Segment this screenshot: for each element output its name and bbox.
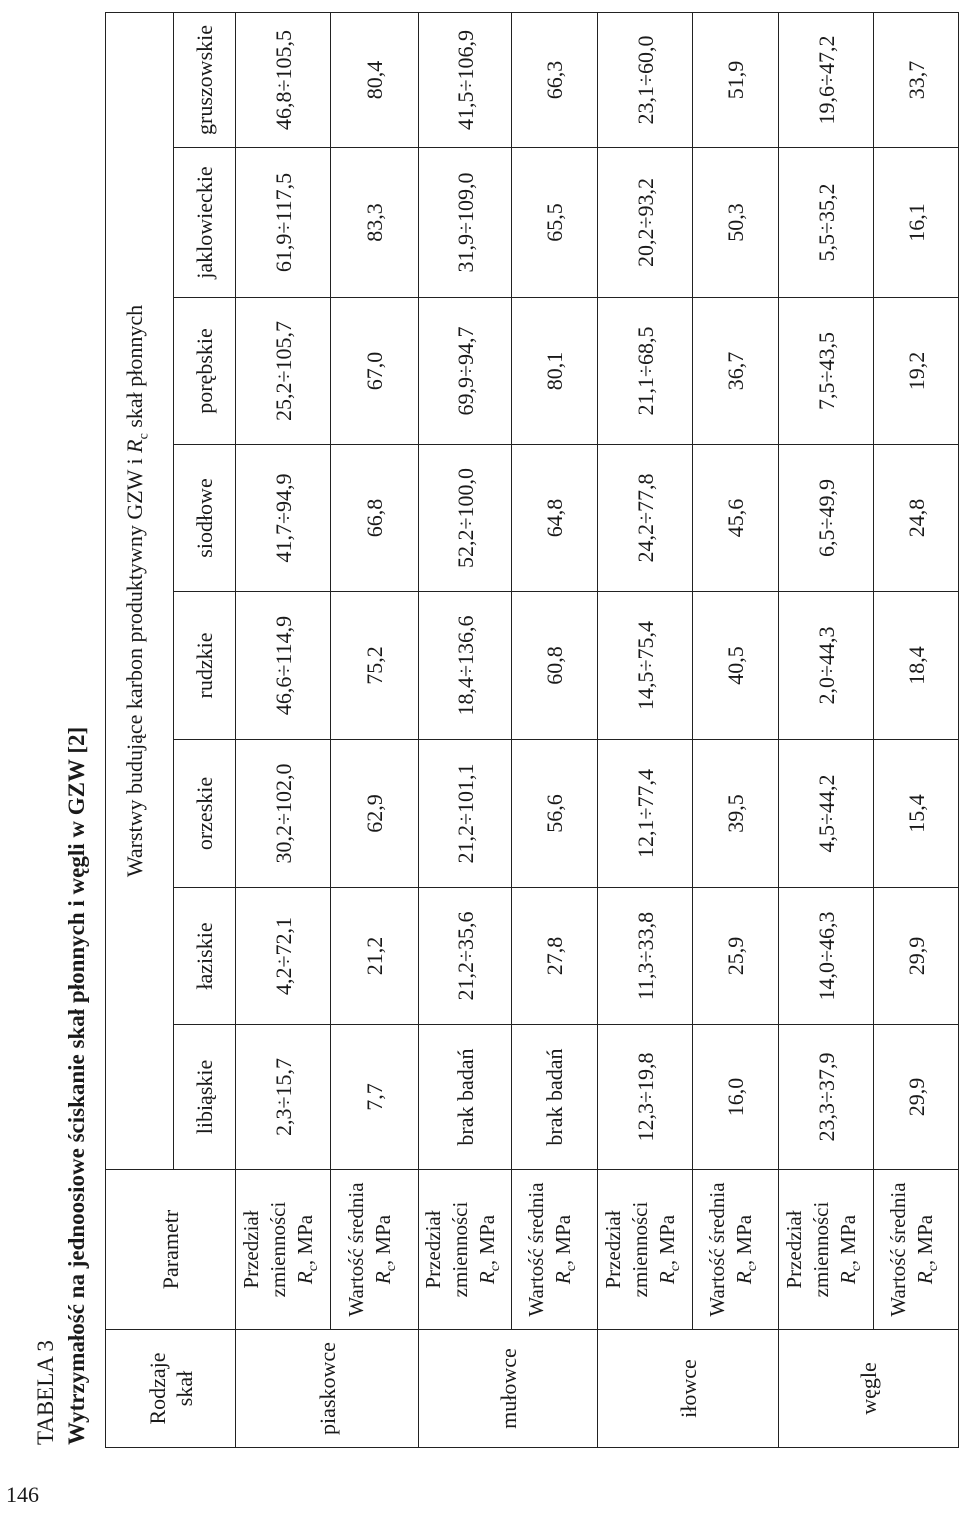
value-cell: 51,9 xyxy=(693,12,779,147)
column-header-1: libiąskie xyxy=(174,1025,236,1170)
value-cell: 30,2÷102,0 xyxy=(236,740,331,888)
header-rc-subscript: c xyxy=(136,433,152,440)
value-cell: 21,2÷35,6 xyxy=(419,888,512,1025)
value-cell: 2,0÷44,3 xyxy=(779,592,874,740)
param-unit: , MPa xyxy=(732,1214,757,1266)
table-row xyxy=(331,12,419,1447)
table-row xyxy=(598,12,693,1447)
value-cell: brak badań xyxy=(512,1025,598,1170)
table-title: Wytrzymałość na jednoosiowe ściskanie skał płonnych i węgli w GZW [2] xyxy=(64,726,89,1445)
param-rc-symbol: R xyxy=(912,1271,937,1285)
param-wartosc-srednia xyxy=(693,1170,779,1330)
value-cell: 25,9 xyxy=(693,888,779,1025)
value-cell: 21,2 xyxy=(331,888,419,1025)
value-cell: 69,9÷94,7 xyxy=(419,298,512,445)
rock-type-3: iłowce xyxy=(598,1330,779,1448)
value-cell: 27,8 xyxy=(512,888,598,1025)
strength-table xyxy=(105,12,959,1448)
value-cell: 24,2÷77,8 xyxy=(598,445,693,592)
value-cell: 23,1÷60,0 xyxy=(598,12,693,147)
param-line-wartosc-srednia: Wartość średnia xyxy=(885,1182,910,1317)
header-parametr: Parametr xyxy=(106,1170,236,1330)
param-line-wartosc-srednia: Wartość średnia xyxy=(705,1182,730,1317)
table-row xyxy=(874,12,959,1447)
value-cell: 33,7 xyxy=(874,12,959,147)
param-unit: , MPa xyxy=(836,1214,861,1266)
column-header-2: łaziskie xyxy=(174,888,236,1025)
rock-type-1: piaskowce xyxy=(236,1330,419,1448)
value-cell: 4,5÷44,2 xyxy=(779,740,874,888)
value-cell: 50,3 xyxy=(693,148,779,298)
param-wartosc-srednia xyxy=(512,1170,598,1330)
param-unit: , MPa xyxy=(655,1214,680,1266)
param-rc-subscript: c xyxy=(564,1265,580,1272)
param-rc-symbol: R xyxy=(836,1271,861,1285)
param-rc-subscript: c xyxy=(488,1265,504,1272)
column-header-8: gruszowskie xyxy=(174,12,236,147)
param-wartosc-srednia xyxy=(331,1170,419,1330)
value-cell: 4,2÷72,1 xyxy=(236,888,331,1025)
param-line-przedzial: Przedział xyxy=(782,1210,807,1289)
value-cell: 60,8 xyxy=(512,592,598,740)
header-row-1 xyxy=(106,12,174,1447)
value-cell: 14,0÷46,3 xyxy=(779,888,874,1025)
value-cell: 24,8 xyxy=(874,445,959,592)
param-line-przedzial: Przedział xyxy=(601,1210,626,1289)
value-cell: 21,1÷68,5 xyxy=(598,298,693,445)
param-rc-subscript: c xyxy=(926,1265,942,1272)
value-cell: 31,9÷109,0 xyxy=(419,148,512,298)
param-rc-symbol: R xyxy=(655,1271,680,1285)
value-cell: 7,5÷43,5 xyxy=(779,298,874,445)
value-cell: 41,7÷94,9 xyxy=(236,445,331,592)
value-cell: 23,3÷37,9 xyxy=(779,1025,874,1170)
value-cell: brak badań xyxy=(419,1025,512,1170)
table-caption xyxy=(30,727,92,1445)
param-unit: , MPa xyxy=(551,1214,576,1266)
param-line-wartosc-srednia: Wartość średnia xyxy=(344,1182,369,1317)
value-cell: 25,2÷105,7 xyxy=(236,298,331,445)
param-rc-symbol: R xyxy=(371,1271,396,1285)
param-wartosc-srednia xyxy=(874,1170,959,1330)
column-header-7: jaklowieckie xyxy=(174,148,236,298)
param-line-wartosc-srednia: Wartość średnia xyxy=(524,1182,549,1317)
value-cell: 12,3÷19,8 xyxy=(598,1025,693,1170)
value-cell: 21,2÷101,1 xyxy=(419,740,512,888)
param-unit: , MPa xyxy=(912,1214,937,1266)
value-cell: 75,2 xyxy=(331,592,419,740)
value-cell: 45,6 xyxy=(693,445,779,592)
value-cell: 7,7 xyxy=(331,1025,419,1170)
value-cell: 52,2÷100,0 xyxy=(419,445,512,592)
table-row xyxy=(236,12,331,1447)
header-rc-symbol: R xyxy=(122,439,148,453)
value-cell: 12,1÷77,4 xyxy=(598,740,693,888)
column-header-5: siodłowe xyxy=(174,445,236,592)
value-cell: 6,5÷49,9 xyxy=(779,445,874,592)
table-row xyxy=(419,12,512,1447)
rock-type-4: węgle xyxy=(779,1330,959,1448)
value-cell: 66,8 xyxy=(331,445,419,592)
value-cell: 29,9 xyxy=(874,888,959,1025)
value-cell: 61,9÷117,5 xyxy=(236,148,331,298)
header-rodzaje-skal: Rodzaje skał xyxy=(106,1330,236,1448)
value-cell: 80,4 xyxy=(331,12,419,147)
value-cell: 40,5 xyxy=(693,592,779,740)
header-warstwy-prefix: Warstwy budujące karbon produktywny GZW i xyxy=(122,452,148,878)
param-unit: , MPa xyxy=(371,1214,396,1266)
param-line-zmiennosci: zmienności xyxy=(809,1201,834,1298)
column-header-3: orzeskie xyxy=(174,740,236,888)
value-cell: 36,7 xyxy=(693,298,779,445)
value-cell: 5,5÷35,2 xyxy=(779,148,874,298)
table-row xyxy=(693,12,779,1447)
value-cell: 16,1 xyxy=(874,148,959,298)
param-przedzial-zmiennosci xyxy=(779,1170,874,1330)
param-przedzial-zmiennosci xyxy=(419,1170,512,1330)
table-row xyxy=(512,12,598,1447)
value-cell: 19,6÷47,2 xyxy=(779,12,874,147)
param-przedzial-zmiennosci xyxy=(236,1170,331,1330)
param-rc-subscript: c xyxy=(668,1265,684,1272)
param-rc-symbol: R xyxy=(551,1271,576,1285)
value-cell: 46,8÷105,5 xyxy=(236,12,331,147)
column-header-6: porębskie xyxy=(174,298,236,445)
param-rc-subscript: c xyxy=(384,1265,400,1272)
value-cell: 18,4÷136,6 xyxy=(419,592,512,740)
table-row xyxy=(779,12,874,1447)
value-cell: 19,2 xyxy=(874,298,959,445)
param-rc-symbol: R xyxy=(293,1271,318,1285)
value-cell: 20,2÷93,2 xyxy=(598,148,693,298)
param-line-zmiennosci: zmienności xyxy=(628,1201,653,1298)
value-cell: 56,6 xyxy=(512,740,598,888)
header-warstwy-suffix: skał płonnych xyxy=(122,304,148,434)
rock-type-2: mułowce xyxy=(419,1330,598,1448)
table-label: TABELA 3 xyxy=(33,1340,58,1445)
param-rc-symbol: R xyxy=(732,1271,757,1285)
value-cell: 18,4 xyxy=(874,592,959,740)
value-cell: 11,3÷33,8 xyxy=(598,888,693,1025)
value-cell: 64,8 xyxy=(512,445,598,592)
value-cell: 29,9 xyxy=(874,1025,959,1170)
value-cell: 65,5 xyxy=(512,148,598,298)
param-line-zmiennosci: zmienności xyxy=(448,1201,473,1298)
value-cell: 15,4 xyxy=(874,740,959,888)
param-line-przedzial: Przedział xyxy=(239,1210,264,1289)
column-header-4: rudzkie xyxy=(174,592,236,740)
param-rc-subscript: c xyxy=(849,1265,865,1272)
value-cell: 67,0 xyxy=(331,298,419,445)
param-unit: , MPa xyxy=(475,1214,500,1266)
param-line-zmiennosci: zmienności xyxy=(266,1201,291,1298)
value-cell: 16,0 xyxy=(693,1025,779,1170)
value-cell: 14,5÷75,4 xyxy=(598,592,693,740)
value-cell: 2,3÷15,7 xyxy=(236,1025,331,1170)
param-przedzial-zmiennosci xyxy=(598,1170,693,1330)
value-cell: 46,6÷114,9 xyxy=(236,592,331,740)
param-line-przedzial: Przedział xyxy=(421,1210,446,1289)
param-rc-subscript: c xyxy=(745,1265,761,1272)
value-cell: 39,5 xyxy=(693,740,779,888)
value-cell: 83,3 xyxy=(331,148,419,298)
table-body xyxy=(106,12,959,1447)
param-unit: , MPa xyxy=(293,1214,318,1266)
value-cell: 66,3 xyxy=(512,12,598,147)
value-cell: 80,1 xyxy=(512,298,598,445)
value-cell: 62,9 xyxy=(331,740,419,888)
header-warstwy xyxy=(106,12,174,1169)
page-number: 146 xyxy=(6,1482,39,1507)
param-rc-symbol: R xyxy=(475,1271,500,1285)
value-cell: 41,5÷106,9 xyxy=(419,12,512,147)
param-rc-subscript: c xyxy=(306,1265,322,1272)
